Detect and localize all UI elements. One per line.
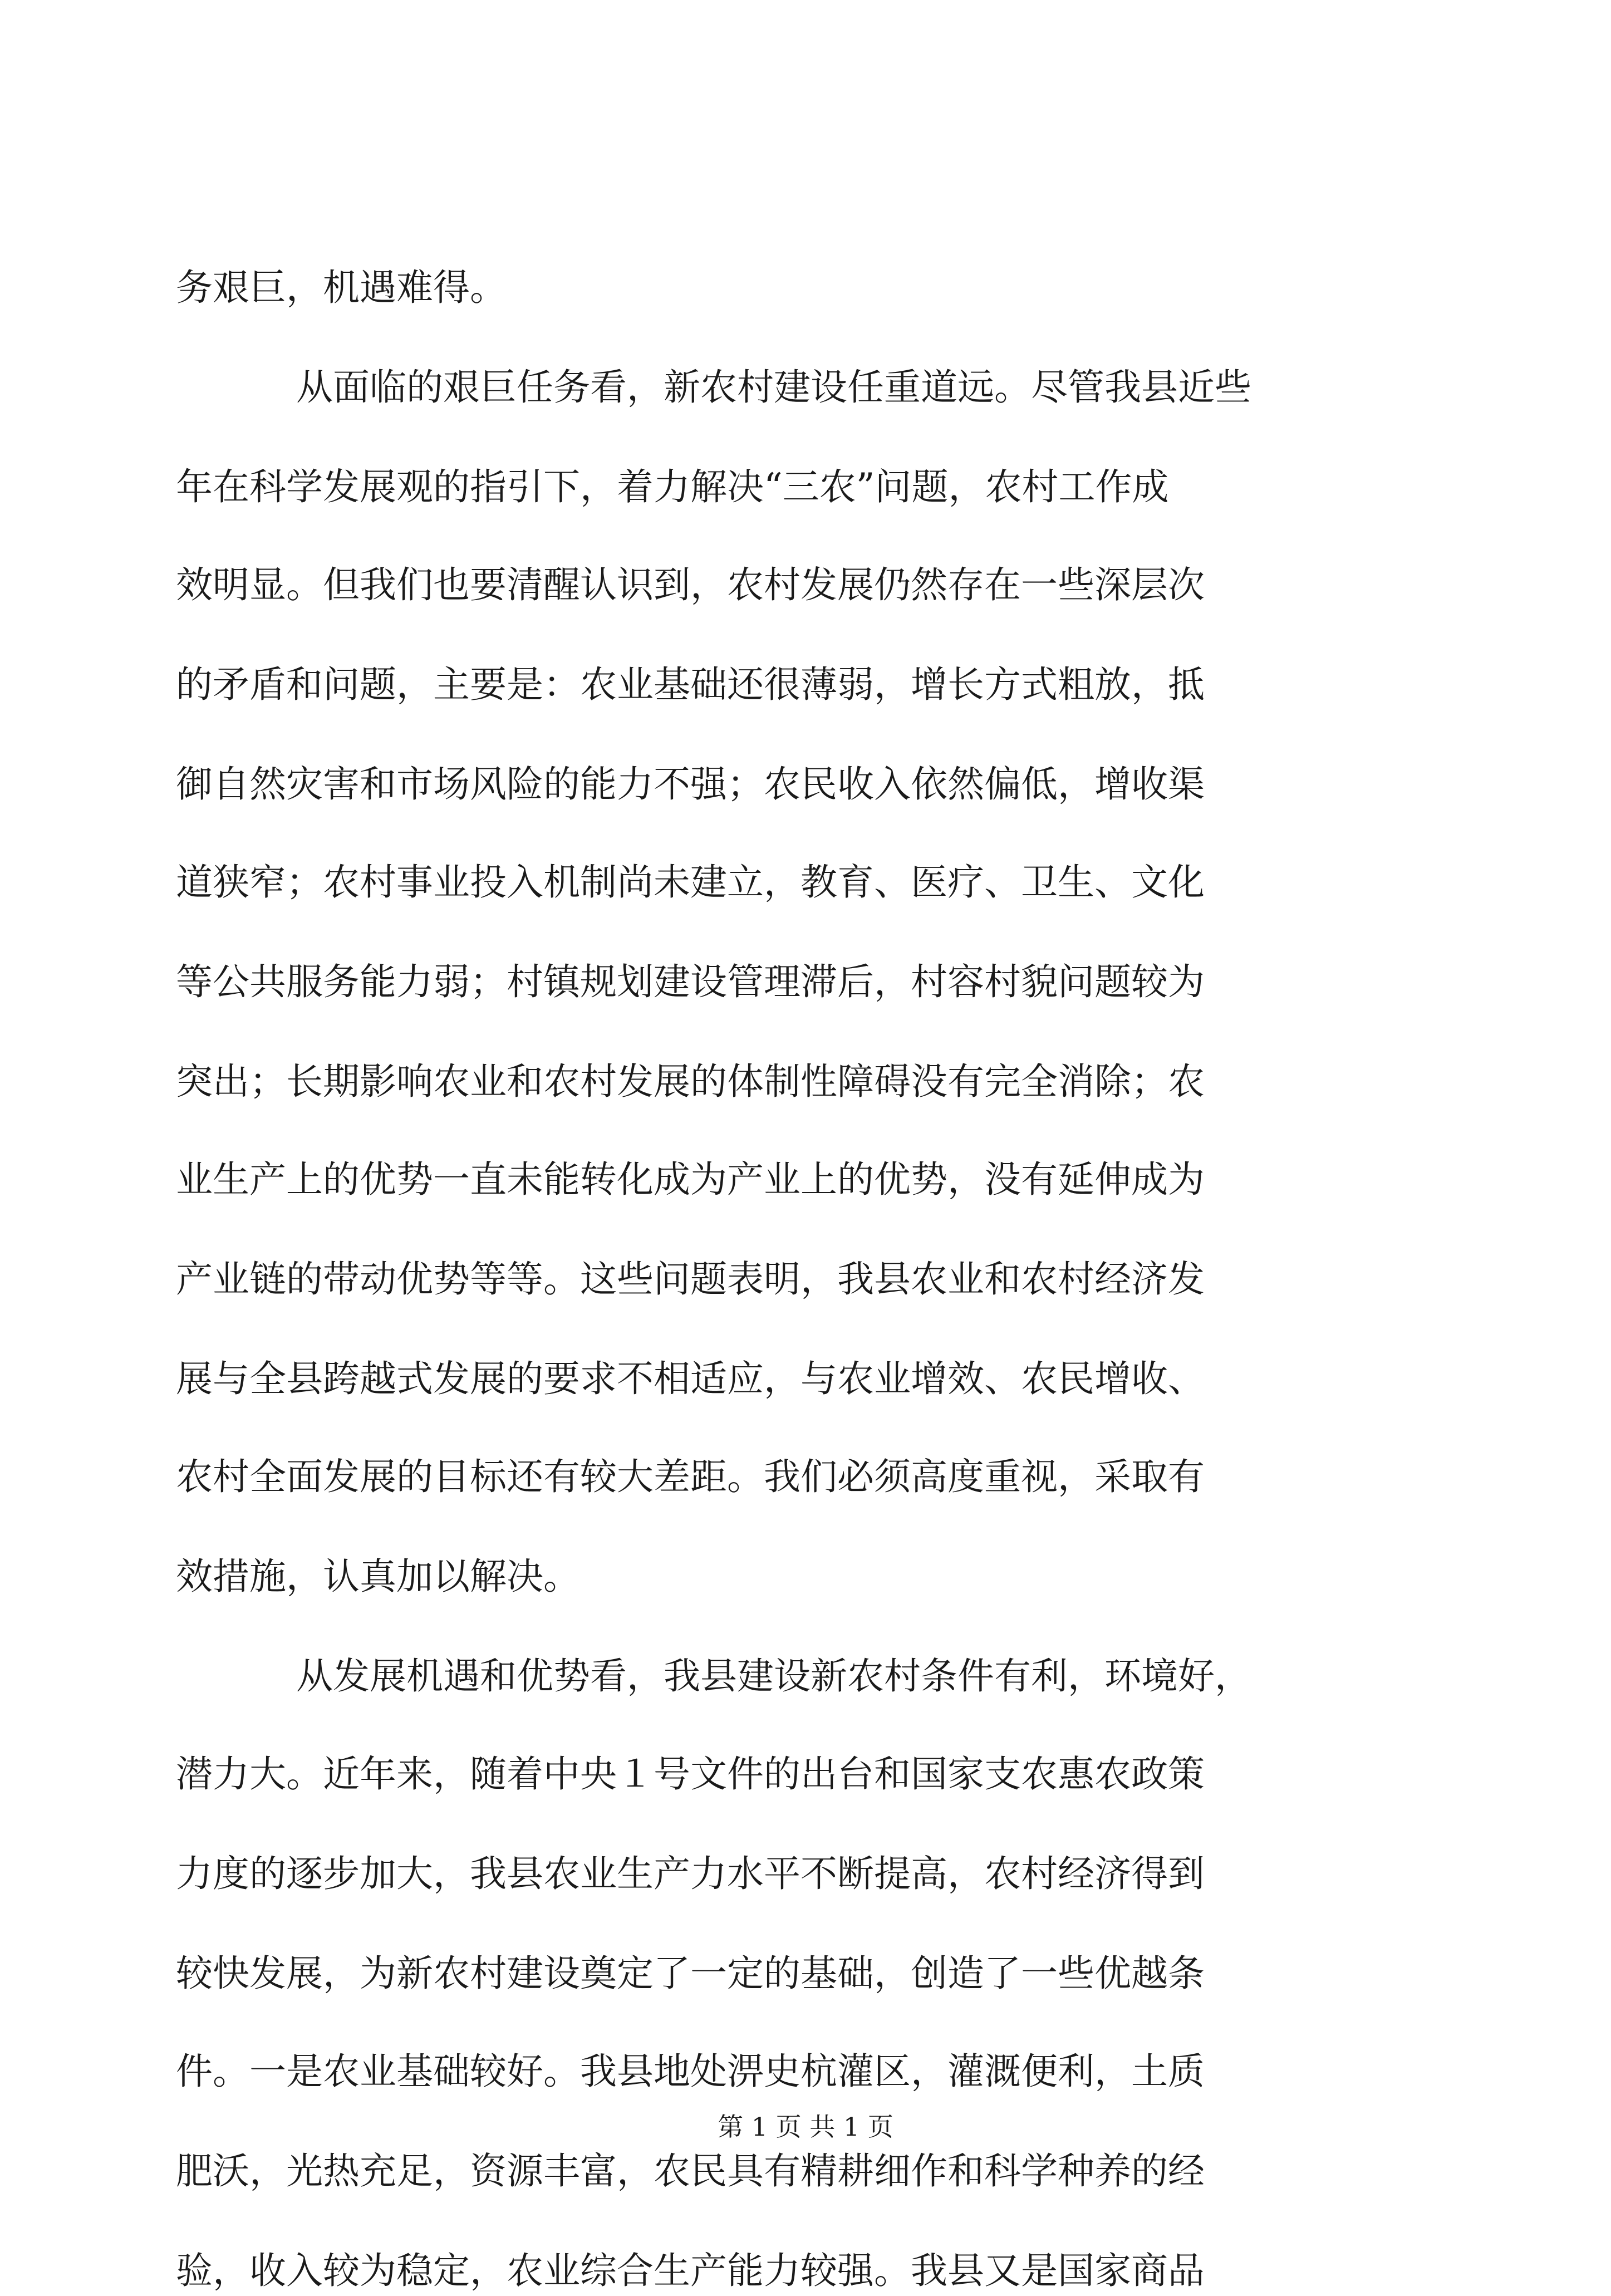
text-line: 御自然灾害和市场风险的能力不强；农民收入依然偏低，增收渠 xyxy=(176,763,1205,806)
text-line: 等公共服务能力弱；村镇规划建设管理滞后，村容村貌问题较为 xyxy=(176,960,1205,1003)
text-line: 较快发展，为新农村建设奠定了一定的基础，创造了一些优越条 xyxy=(176,1952,1205,1995)
text-line: 从发展机遇和优势看，我县建设新农村条件有利，环境好， xyxy=(296,1655,1251,1698)
text-line: 务艰巨，机遇难得。 xyxy=(176,266,507,309)
text-line: 力度的逐步加大，我县农业生产力水平不断提高，农村经济得到 xyxy=(176,1852,1205,1895)
text-line: 展与全县跨越式发展的要求不相适应，与农业增效、农民增收、 xyxy=(176,1357,1205,1400)
text-line: 年在科学发展观的指引下，着力解决“三农”问题，农村工作成 xyxy=(176,465,1169,508)
text-line: 农村全面发展的目标还有较大差距。我们必须高度重视，采取有 xyxy=(176,1455,1205,1498)
text-line: 突出；长期影响农业和农村发展的体制性障碍没有完全消除；农 xyxy=(176,1060,1205,1103)
text-line: 道狭窄；农村事业投入机制尚未建立，教育、医疗、卫生、文化 xyxy=(176,861,1205,904)
page-footer: 第 1 页 共 1 页 xyxy=(718,2112,893,2142)
text-line: 潜力大。近年来，随着中央１号文件的出台和国家支农惠农政策 xyxy=(176,1753,1205,1795)
text-line: 验，收入较为稳定，农业综合生产能力较强。我县又是国家商品 xyxy=(176,2249,1205,2292)
text-line: 效措施，认真加以解决。 xyxy=(176,1555,580,1598)
text-line: 效明显。但我们也要清醒认识到，农村发展仍然存在一些深层次 xyxy=(176,563,1205,606)
text-line: 从面临的艰巨任务看，新农村建设任重道远。尽管我县近些 xyxy=(296,366,1251,409)
text-line: 业生产上的优势一直未能转化成为产业上的优势，没有延伸成为 xyxy=(176,1158,1205,1201)
text-line: 的矛盾和问题，主要是：农业基础还很薄弱，增长方式粗放，抵 xyxy=(176,663,1205,706)
text-line: 件。一是农业基础较好。我县地处淠史杭灌区，灌溉便利，土质 xyxy=(176,2050,1205,2093)
text-line: 肥沃，光热充足，资源丰富，农民具有精耕细作和科学种养的经 xyxy=(176,2150,1205,2192)
text-line: 产业链的带动优势等等。这些问题表明，我县农业和农村经济发 xyxy=(176,1258,1205,1301)
